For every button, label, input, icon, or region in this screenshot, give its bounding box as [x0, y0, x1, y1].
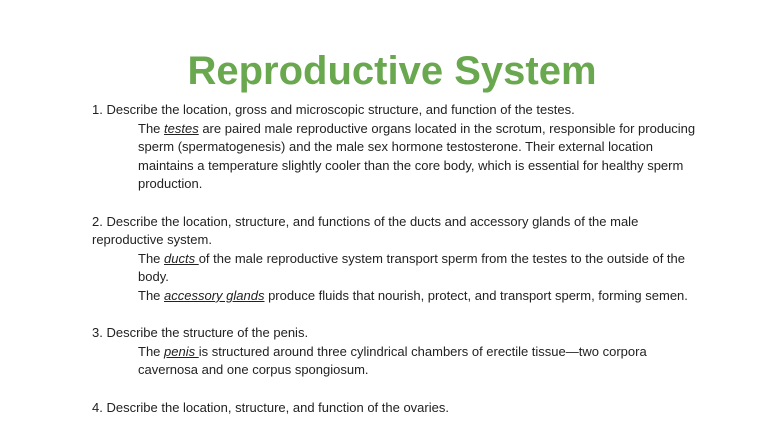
question-2-prompt: 2. Describe the location, structure, and functions of the ducts and accessory glands of the male reproductive system.: [92, 213, 639, 248]
question-4-prompt: 4. Describe the location, structure, and function of the ovaries.: [92, 399, 449, 415]
question-3-answer: The penis is structured around three cylindrical chambers of erectile tissue—two corpora cavernosa and one corpus spongiosum.: [138, 343, 647, 378]
term-accessory-glands: accessory glands: [164, 287, 265, 303]
question-3-prompt: 3. Describe the structure of the penis.: [92, 325, 309, 341]
document-body: [92, 101, 702, 417]
question-2-answer-ducts: The ducts of the male reproductive system transport sperm from the testes to the outside of the body.: [138, 250, 685, 285]
question-1-prompt: 1. Describe the location, gross and microscopic structure, and function of the testes.: [92, 102, 575, 117]
page-title: Reproductive System: [187, 49, 597, 93]
question-2-answer-glands: The accessory glands produce fluids that nourish, protect, and transport sperm, forming semen.: [138, 287, 688, 303]
term-penis: penis: [164, 343, 199, 359]
term-testes: testes: [164, 120, 199, 136]
question-1-answer: The testes are paired male reproductive organs located in the scrotum, responsible for producing sperm (spermatogenesis) and the male sex hormone testosterone. Their external location maintains a temperature slightly cooler than the core body, which is essential for healthy sperm production.: [138, 120, 696, 192]
term-ducts: ducts: [164, 250, 199, 266]
